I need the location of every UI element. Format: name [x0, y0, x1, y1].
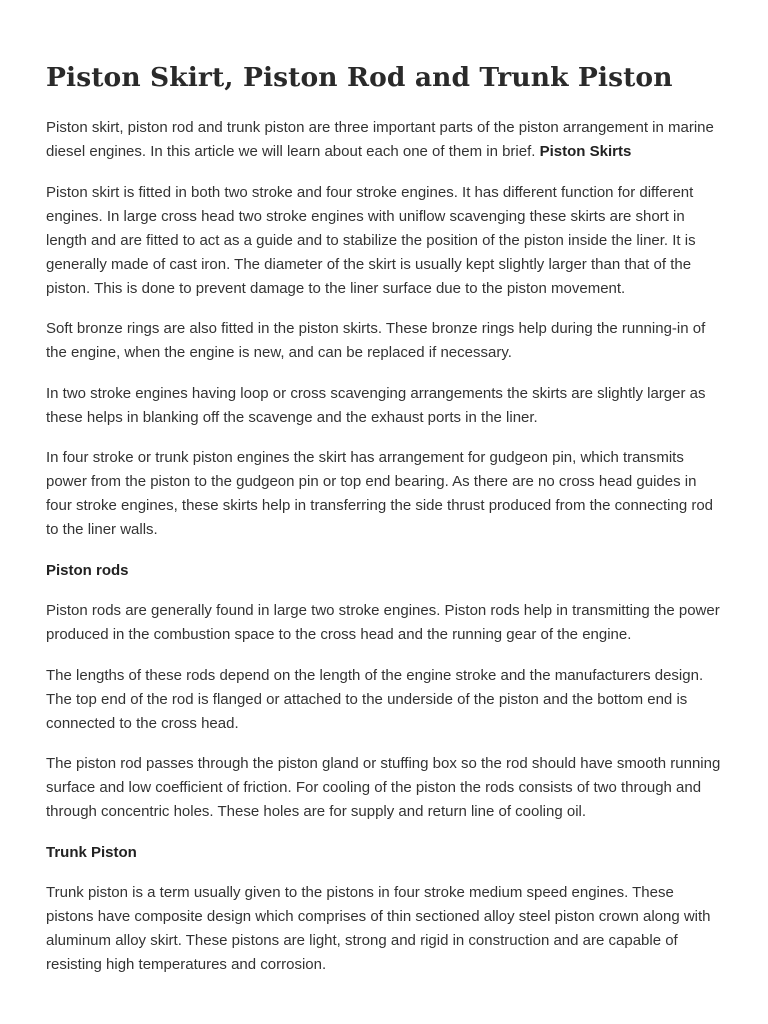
piston-rods-heading: Piston rods	[46, 561, 129, 579]
piston-skirts-heading: Piston Skirts	[539, 143, 632, 160]
rods-paragraph-3: The piston rod passes through the piston gland or stuffing box so the rod should have smooth running surface and low coefficient of friction. For cooling of the piston the rods consists of two through and through concentric holes. These holes are for supply and return line of cooling oil.	[46, 755, 721, 820]
skirt-paragraph-3: In two stroke engines having loop or cross scavenging arrangements the skirts are slightly larger as these helps in blanking off the scavenge and the exhaust ports in the liner.	[46, 384, 706, 426]
article	[46, 56, 722, 994]
intro-text: Piston skirt, piston rod and trunk piston are three important parts of the piston arrangement in marine diesel engines. In this article we will learn about each one of them in brief.	[46, 119, 714, 160]
trunk-piston-heading: Trunk Piston	[46, 843, 137, 861]
skirt-paragraph-2: Soft bronze rings are also fitted in the piston skirts. These bronze rings help during the running-in of the engine, when the engine is new, and can be replaced if necessary.	[46, 320, 706, 361]
intro-paragraph	[46, 116, 722, 164]
skirt-paragraph-1: Piston skirt is fitted in both two stroke and four stroke engines. It has different function for different engines. In large cross head two stroke engines with uniflow scavenging these skirts are short in length and are fitted to act as a guide and to stabilize the position of the piston inside the liner. It is generally made of cast iron. The diameter of the skirt is usually kept slightly larger than that of the piston. This is done to prevent damage to the liner surface due to the piston movement.	[46, 183, 696, 297]
trunk-paragraph-1: Trunk piston is a term usually given to the pistons in four stroke medium speed engines. These pistons have composite design which comprises of thin sectioned alloy steel piston crown along with aluminum alloy skirt. These pistons are light, strong and rigid in construction and are capable of resisting high temperatures and corrosion.	[46, 884, 711, 973]
article-title: Piston Skirt, Piston Rod and Trunk Piston	[46, 62, 673, 93]
rods-paragraph-1: Piston rods are generally found in large two stroke engines. Piston rods help in transmitting the power produced in the combustion space to the cross head and the running gear of the engine.	[46, 602, 720, 643]
rods-paragraph-2: The lengths of these rods depend on the length of the engine stroke and the manufacturers design. The top end of the rod is flanged or attached to the underside of the piston and the bottom end is connected to the cross head.	[46, 666, 704, 732]
skirt-paragraph-4: In four stroke or trunk piston engines the skirt has arrangement for gudgeon pin, which transmits power from the piston to the gudgeon pin or top end bearing. As there are no cross head guides in four stroke engines, these skirts help in transferring the side thrust produced from the connecting rod to the liner walls.	[46, 449, 714, 538]
